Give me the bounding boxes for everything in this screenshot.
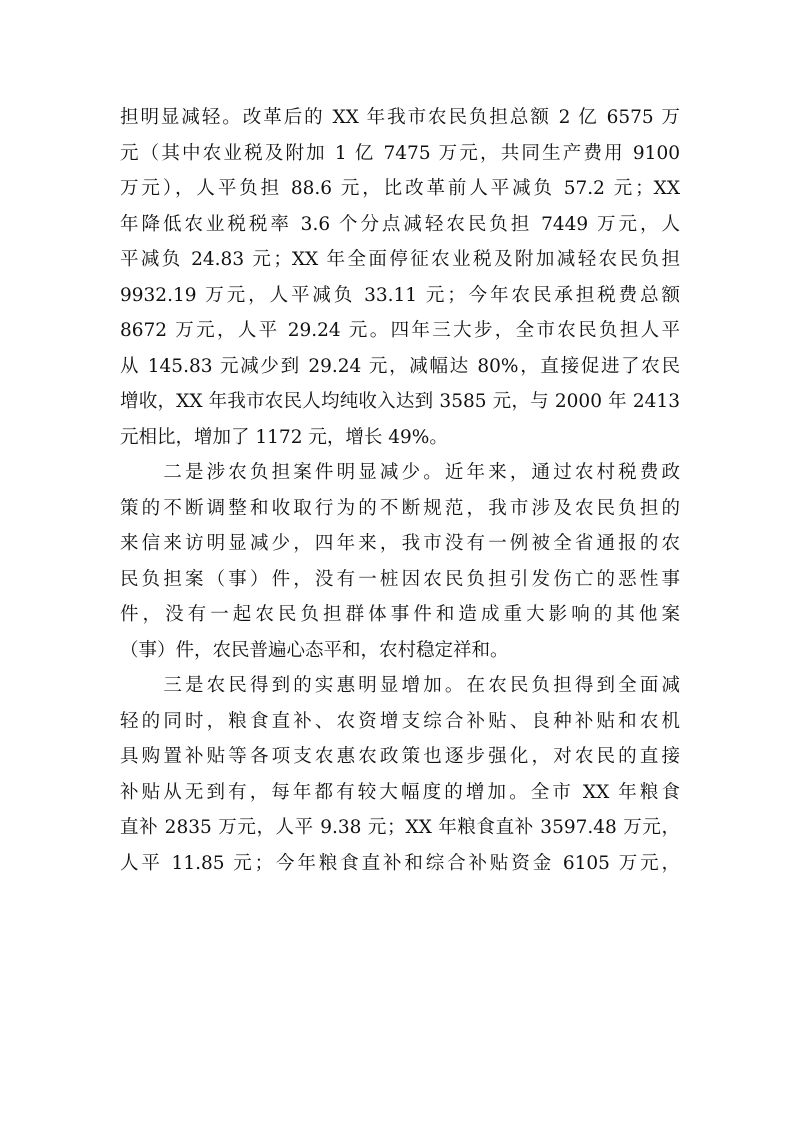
body-text [120, 100, 680, 881]
paragraph-end-line: 元相比，增加了 1172 元，增长 49%。 [120, 426, 448, 448]
paragraph-start-line: 二是涉农负担案件明显减少。近年来，通过农村税费政 [120, 462, 680, 483]
text-line: 元（其中农业税及附加 1 亿 7475 万元，共同生产费用 9100 [120, 142, 680, 164]
text-line: 来信来访明显减少，四年来，我市没有一例被全省通报的农 [120, 533, 680, 554]
text-line: 平减负 24.83 元；XX 年全面停征农业税及附加减轻农民负担 [120, 249, 680, 270]
text-line: 9932.19 万元，人平减负 33.11 元；今年农民承担税费总额 [120, 284, 680, 306]
text-line: 增收，XX 年我市农民人均纯收入达到 3585 元，与 2000 年 2413 [120, 391, 680, 412]
text-line: 轻的同时，粮食直补、农资增支综合补贴、良种补贴和农机 [120, 710, 680, 732]
text-line: 具购置补贴等各项支农惠农政策也逐步强化，对农民的直接 [120, 746, 680, 767]
paragraph-start-line: 三是农民得到的实惠明显增加。在农民负担得到全面减 [120, 675, 680, 696]
paragraph-end-line: （事）件，农民普遍心态平和，农村稳定祥和。 [120, 639, 509, 661]
text-line: 补贴从无到有，每年都有较大幅度的增加。全市 XX 年粮食 [120, 781, 680, 803]
text-line: 民负担案（事）件，没有一桩因农民负担引发伤亡的恶性事 [120, 568, 680, 590]
text-line: 万元），人平负担 88.6 元，比改革前人平减负 57.2 元；XX [120, 178, 680, 199]
text-line: 直补 2835 万元，人平 9.38 元；XX 年粮食直补 3597.48 万元， [120, 817, 680, 838]
text-line: 策的不断调整和收取行为的不断规范，我市涉及农民负担的 [120, 497, 680, 519]
text-line: 年降低农业税税率 3.6 个分点减轻农民负担 7449 万元，人 [120, 213, 680, 235]
text-line: 担明显减轻。改革后的 XX 年我市农民负担总额 2 亿 6575 万 [120, 107, 680, 128]
text-line: 人平 11.85 元；今年粮食直补和综合补贴资金 6105 万元， [120, 852, 680, 874]
text-line: 件，没有一起农民负担群体事件和造成重大影响的其他案 [120, 604, 680, 625]
text-line: 从 145.83 元减少到 29.24 元，减幅达 80%，直接促进了农民 [120, 355, 680, 377]
text-line: 8672 万元，人平 29.24 元。四年三大步，全市农民负担人平 [120, 320, 680, 341]
